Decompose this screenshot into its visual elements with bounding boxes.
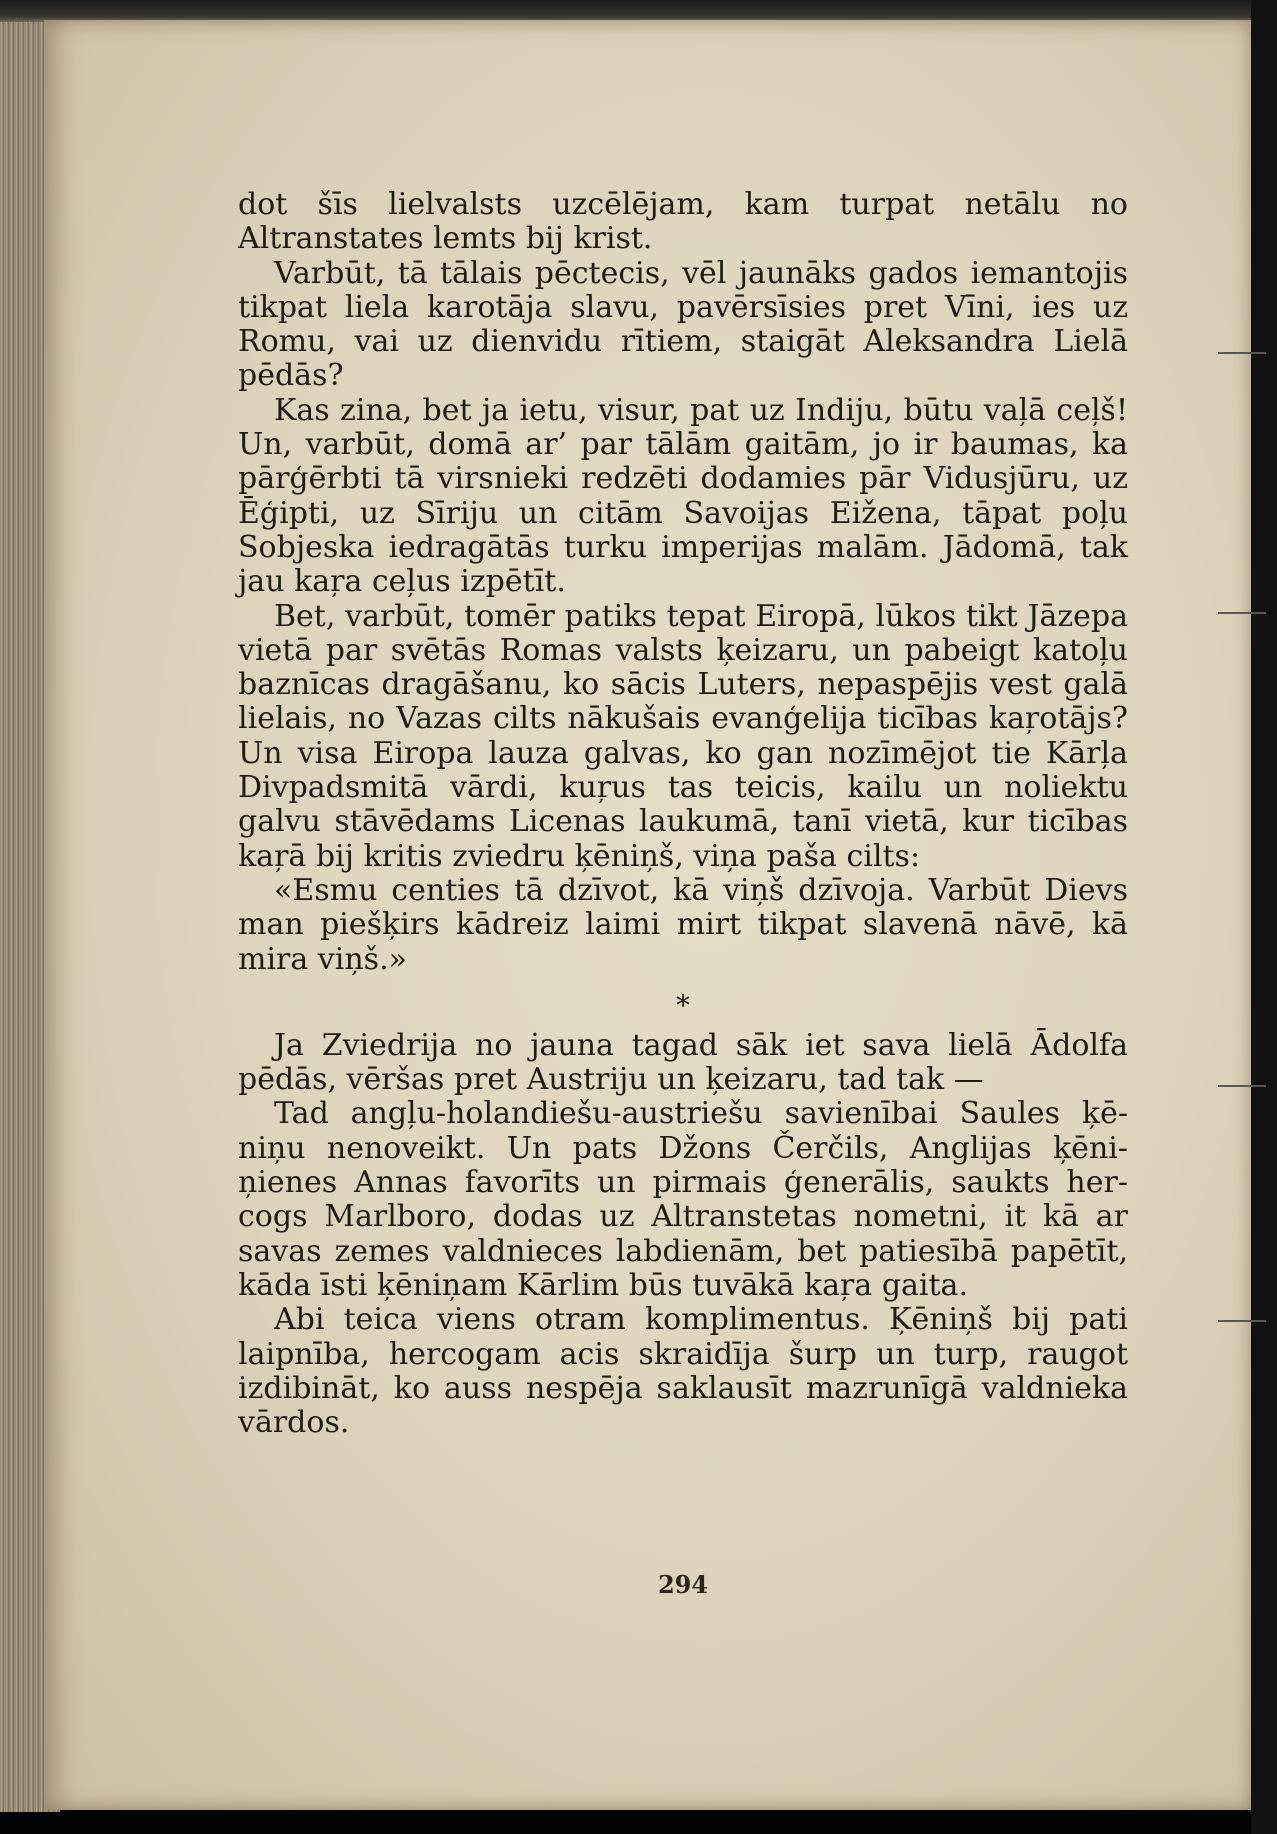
right-dark-edge [1251, 0, 1277, 1834]
paragraph: Kas zina, bet ja ietu, visur, pat uz Indiju, būtu vaļā ceļš! Un, varbūt, domā ar’ par tālām gaitām, jo ir baumas, ka pārģērbti tā virsnieki redzēti dodamies pār Vidusjūru, uz Ēģipti, uz Sīriju un citām Savoijas Eižena, tāpat poļu Sobjeska iedragātās turku imperijas malām. Jādomā, tak jau kaŗa ceļus izpētīt. [238, 392, 1128, 600]
paragraph: Abi teica viens otram komplimentus. Ķēniņš bij pati laipnība, hercogam acis skraidīja šurp un turp, raugot izdibināt, ko auss nespēja saklausīt mazrunīgā valdnieka vārdos. [238, 1302, 1128, 1441]
paragraph: Ja Zviedrija no jauna tagad sāk iet sava lielā Ādolfa pēdās, vēršas pret Austriju un ķeizaru, tad tak — [238, 1027, 1128, 1098]
paragraph: Varbūt, tā tālais pēctecis, vēl jaunāks gados iemantojis tikpat liela karotāja slavu, pavērsīsies pret Vīni, ies uz Romu, vai uz dienvidu rītiem, staigāt Aleksandra Lielā pēdās? [238, 255, 1128, 394]
paragraph: dot šīs lielvalsts uzcēlējam, kam turpat netālu no Altranstates lemts bij krist. [238, 187, 1128, 257]
paragraph: Bet, varbūt, tomēr patiks tepat Eiropā, lūkos tikt Jāzepa vietā par svētās Romas valsts ķeizaru, un pabeigt katoļu baznīcas dragāšanu, ko sācis Luters, nepaspējis vest galā lielais, no Vazas cilts nākušais evanģelija ticības kaŗotājs? Un visa Eiropa lauza galvas, ko gan nozīmējot tie Kārļa Divpadsmitā vārdi, kuŗus tas teicis, kailu un noliektu galvu stāvēdams Licenas laukumā, tanī vietā, kur ticības kaŗā bij kritis zviedru ķēniņš, viņa paša cilts: [238, 598, 1128, 874]
margin-tick [1218, 1085, 1266, 1087]
margin-tick [1218, 1320, 1266, 1322]
paragraph: Tad angļu-holandiešu-austriešu savienībai Saules ķēniņu nenoveikt. Un pats Džons Čerčils, Anglijas ķēniņienes Annas favorīts un pirmais ģenerālis, saukts hercogs Marlboro, dodas uz Altranstetas nometni, it kā ar savas zemes valdnieces labdienām, bet patiesībā papētīt, kāda īsti ķēniņam Kārlim būs tuvākā kaŗa gaita. [238, 1096, 1128, 1303]
margin-tick [1218, 612, 1266, 614]
section-separator: * [676, 988, 690, 1022]
margin-tick [1218, 352, 1266, 354]
paragraph: «Esmu centies tā dzīvot, kā viņš dzīvoja. Varbūt Dievs man piešķirs kādreiz laimi mirt tikpat slavenā nāvē, kā mira viņš.» [238, 872, 1128, 977]
body-text [238, 188, 1128, 1440]
page-number: 294 [657, 1570, 709, 1599]
